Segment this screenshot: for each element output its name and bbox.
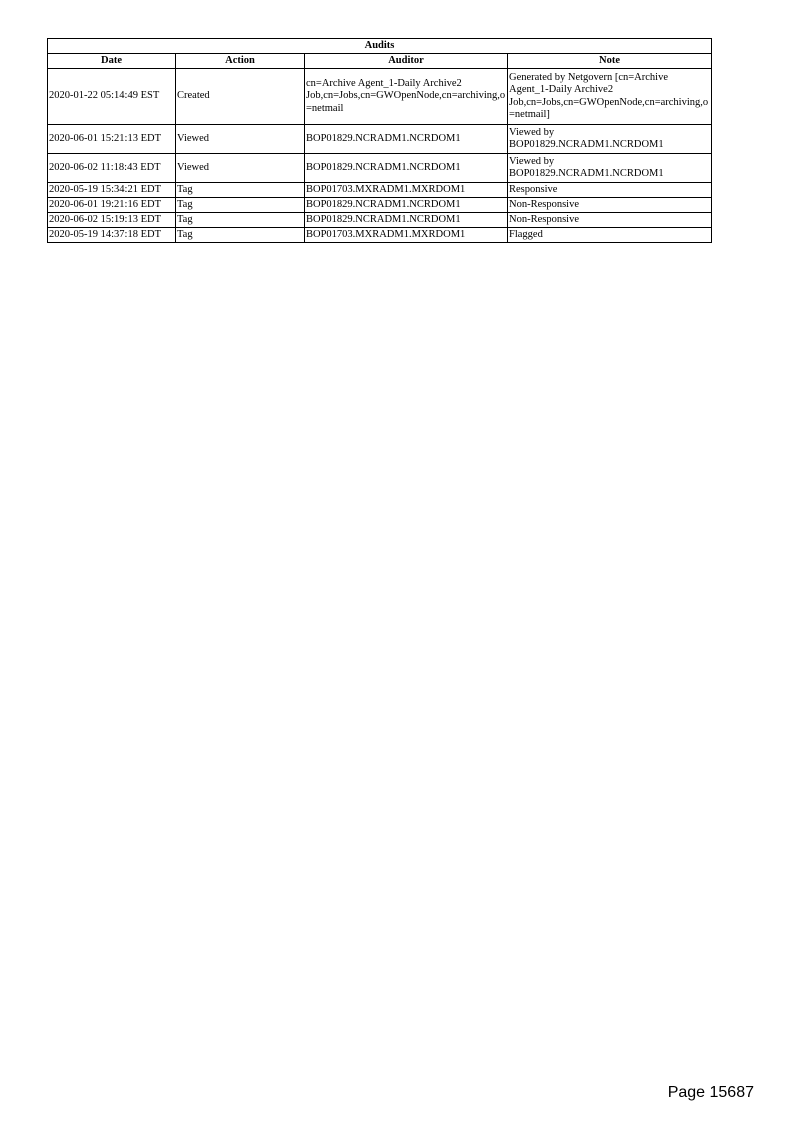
cell-auditor: cn=Archive Agent_1-Daily Archive2 Job,cn=Jobs,cn=GWOpenNode,cn=archiving,o=netmail	[305, 69, 508, 125]
cell-action: Created	[176, 69, 305, 125]
cell-date: 2020-06-01 19:21:16 EDT	[48, 198, 176, 213]
cell-auditor: BOP01829.NCRADM1.NCRDOM1	[305, 198, 508, 213]
table-title: Audits	[48, 39, 712, 54]
column-header-auditor: Auditor	[305, 54, 508, 69]
table-row	[48, 198, 712, 213]
cell-note: Responsive	[508, 183, 712, 198]
cell-note: Viewed by BOP01829.NCRADM1.NCRDOM1	[508, 154, 712, 183]
cell-auditor: BOP01703.MXRADM1.MXRDOM1	[305, 228, 508, 243]
cell-auditor: BOP01829.NCRADM1.NCRDOM1	[305, 154, 508, 183]
cell-note: Non-Responsive	[508, 213, 712, 228]
cell-action: Tag	[176, 213, 305, 228]
column-header-date: Date	[48, 54, 176, 69]
cell-note: Generated by Netgovern [cn=Archive Agent_1-Daily Archive2 Job,cn=Jobs,cn=GWOpenNode,cn=archiving,o=netmail]	[508, 69, 712, 125]
table-header-row	[48, 54, 712, 69]
table-row	[48, 183, 712, 198]
column-header-action: Action	[176, 54, 305, 69]
table-title-row	[48, 39, 712, 54]
table-row	[48, 154, 712, 183]
table-row	[48, 69, 712, 125]
cell-note: Viewed by BOP01829.NCRADM1.NCRDOM1	[508, 125, 712, 154]
cell-date: 2020-05-19 15:34:21 EDT	[48, 183, 176, 198]
cell-auditor: BOP01829.NCRADM1.NCRDOM1	[305, 125, 508, 154]
cell-action: Tag	[176, 183, 305, 198]
cell-auditor: BOP01703.MXRADM1.MXRDOM1	[305, 183, 508, 198]
cell-date: 2020-05-19 14:37:18 EDT	[48, 228, 176, 243]
cell-note: Flagged	[508, 228, 712, 243]
table-row	[48, 125, 712, 154]
cell-note: Non-Responsive	[508, 198, 712, 213]
cell-action: Viewed	[176, 154, 305, 183]
cell-action: Tag	[176, 228, 305, 243]
cell-auditor: BOP01829.NCRADM1.NCRDOM1	[305, 213, 508, 228]
cell-date: 2020-01-22 05:14:49 EST	[48, 69, 176, 125]
cell-date: 2020-06-01 15:21:13 EDT	[48, 125, 176, 154]
table-row	[48, 213, 712, 228]
cell-action: Viewed	[176, 125, 305, 154]
cell-date: 2020-06-02 15:19:13 EDT	[48, 213, 176, 228]
cell-date: 2020-06-02 11:18:43 EDT	[48, 154, 176, 183]
audits-table	[47, 38, 712, 243]
page-number: Page 15687	[667, 1084, 754, 1101]
cell-action: Tag	[176, 198, 305, 213]
table-row	[48, 228, 712, 243]
column-header-note: Note	[508, 54, 712, 69]
